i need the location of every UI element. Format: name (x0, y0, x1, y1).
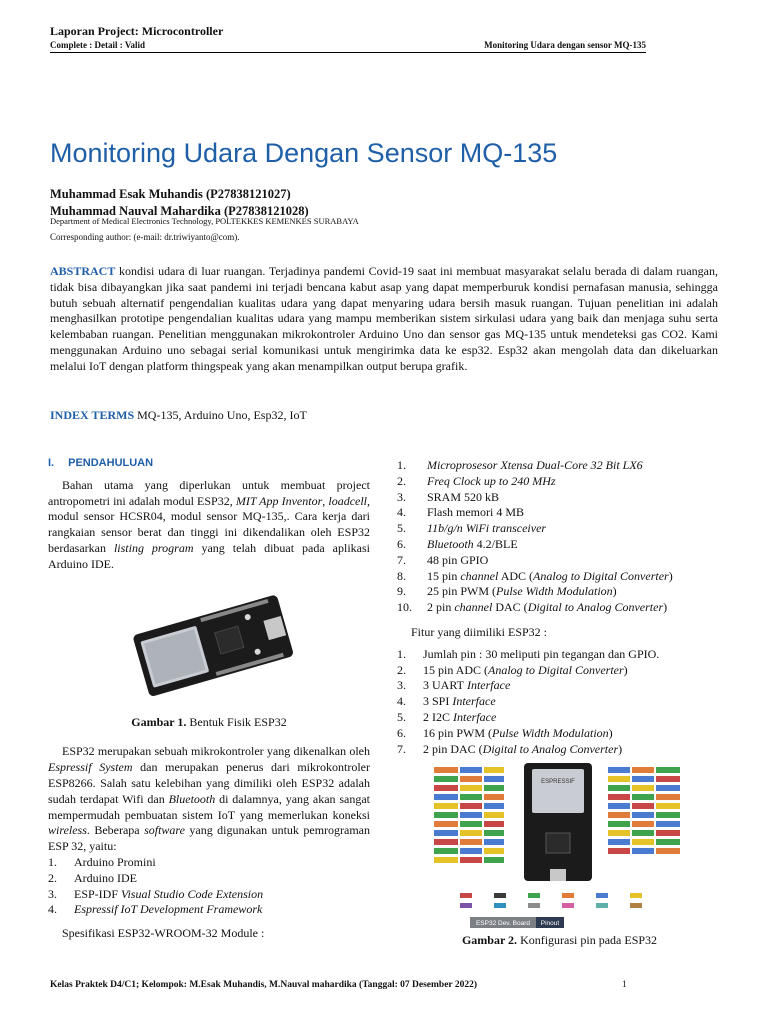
text-run: Espressif System (48, 760, 133, 775)
features-list (397, 647, 722, 758)
spec-list (397, 458, 722, 616)
pin-tag (484, 857, 504, 863)
pin-tag (608, 848, 630, 854)
list-text: Pulse Width Modulation (492, 725, 609, 740)
figure-2-caption (397, 933, 722, 949)
esp32-paragraph (48, 744, 370, 855)
pin-tag (460, 812, 482, 818)
section-number: I. (48, 457, 55, 469)
paper-title: Monitoring Udara Dengan Sensor MQ-135 (50, 138, 558, 168)
text-run: ESP32 merupakan sebuah mikrokontroler yang dikenalkan oleh (62, 744, 370, 759)
list-number: 10. (397, 600, 412, 615)
pin-tag (484, 848, 504, 854)
figure-1-label: Gambar 1. (131, 714, 187, 729)
pin-tag (484, 794, 504, 800)
legend-swatch (494, 903, 506, 908)
pin-tag (434, 794, 458, 800)
legend-swatch (596, 903, 608, 908)
list-number: 5. (397, 709, 406, 724)
esp32-board-image (119, 585, 299, 713)
list-item (397, 647, 722, 663)
list-number: 3. (48, 886, 57, 901)
pin-tag (434, 848, 458, 854)
list-text: ) (623, 662, 628, 677)
list-number: 7. (397, 741, 406, 756)
list-number: 6. (397, 725, 406, 740)
text-run: loadcell, (328, 493, 371, 508)
text-run: software (144, 823, 185, 838)
list-text: Pulse Width Modulation (496, 584, 613, 599)
list-text: 2 pin DAC ( (423, 741, 483, 756)
list-text: Digital to Analog Converter (527, 600, 664, 615)
list-item (397, 584, 722, 600)
pin-tag (632, 839, 654, 845)
page-number: 1 (622, 980, 627, 990)
list-item (397, 490, 722, 506)
list-number: 1. (48, 854, 57, 869)
list-number: 2. (397, 662, 406, 677)
pin-tag (484, 830, 504, 836)
section-heading (48, 456, 370, 472)
text-run: modul sensor HCSR04, modul sensor MQ-135,. Cara kerja dari rangkaian sensor berat dan tinggi ini dikendalikan oleh ESP32 berdasarkan (48, 509, 370, 555)
pin-tag (484, 785, 504, 791)
list-text: channel (454, 600, 493, 615)
list-number: 3. (397, 678, 406, 693)
pin-tag (632, 767, 654, 773)
list-item (397, 569, 722, 585)
pin-tag (434, 776, 458, 782)
pin-tag (656, 812, 680, 818)
pin-tag (608, 767, 630, 773)
pin-tag (460, 839, 482, 845)
list-text: 15 pin (427, 568, 458, 583)
list-number: 2. (48, 870, 57, 885)
text-run: yang digunakan untuk pemrograman ESP 32, yaitu: (48, 823, 371, 854)
text-run: wireless (48, 823, 87, 838)
pinout-chip (546, 833, 570, 853)
list-number: 4. (48, 902, 57, 917)
spec-intro: Spesifikasi ESP32-WROOM-32 Module : (62, 926, 265, 941)
left-column (48, 456, 370, 948)
pin-tag (632, 821, 654, 827)
pin-tag (460, 776, 482, 782)
list-number: 1. (397, 458, 406, 472)
abstract-label: ABSTRACT (50, 264, 116, 278)
pin-tag (434, 857, 458, 863)
pin-tag (656, 776, 680, 782)
pin-tag (656, 839, 680, 845)
text-run: Bluetooth (168, 791, 216, 806)
list-text: 25 pin PWM ( (427, 584, 496, 599)
legend-swatch (630, 903, 642, 908)
affiliation: Department of Medical Electronics Technology, POLTEKKES KEMENKES SURABAYA (50, 216, 359, 226)
intro-paragraph (48, 478, 370, 573)
pin-tag (608, 830, 630, 836)
legend-swatch (596, 893, 608, 898)
pin-tag (656, 821, 680, 827)
board-tag: Pinout (540, 920, 559, 928)
features-intro: Fitur yang diimiliki ESP32 : (411, 624, 548, 639)
list-item (397, 521, 722, 537)
page-footer: Kelas Praktek D4/C1; Kelompok: M.Esak Muhandis, M.Nauval mahardika (Tanggal: 07 Desember 2022) (50, 980, 477, 990)
text-run: dan merupakan penerus dari mikrokontroler ESP8266. Salah satu kelebihan yang dimiliki oleh ESP32 adalah sudah terdapat Wifi dan (48, 760, 370, 806)
figure-1-text: Bentuk Fisik ESP32 (189, 714, 287, 729)
pin-tag (632, 785, 654, 791)
section-title: PENDAHULUAN (68, 457, 154, 469)
list-text: 3 UART (423, 678, 464, 693)
list-text: 2 pin (427, 600, 452, 615)
status-line: Complete : Detail : Valid (50, 40, 145, 50)
list-text: channel (460, 568, 499, 583)
pin-tag (632, 776, 654, 782)
pin-tag (460, 767, 482, 773)
list-item (397, 726, 722, 742)
abstract (50, 264, 718, 375)
pin-tag (434, 830, 458, 836)
pin-tag (460, 794, 482, 800)
list-text: Interface (453, 709, 497, 724)
list-text: ESP-IDF (74, 886, 119, 901)
abstract-text: kondisi udara di luar ruangan. Terjadinya pandemi Covid-19 saat ini membuat masyarakat selalu berada di dalam ruangan, tidak bisa dibayangkan jika saat pandemi ini terjadi bencana kabut asap yang dapat memperburuk kondisi pernafasan manusia, sehingga butuh sebuah alternatif pengendalian kualitas udara yang dapat menyaring udara bersih masuk ruangan. Tujuan penelitian ini adalah menghasilkan prototipe pengendalian kualitas udara yang mampu memberikan sistem sirkulasi udara yang baik dan menjaga suhu serta kelembaban ruangan. Penelitian menggunakan mikrokontroler Arduino Uno dan sensor gas MQ-135 untuk mendeteksi gas CO2. Kami menggunakan Arduino uno sebagai serial komunikasi untuk mengirimka data ke esp32. Esp32 akan mengolah data dan dikeluarkan melalui IoT dengan platform thingspeak yang akan menampilkan output berupa grafik. (50, 264, 718, 373)
pin-tag (460, 830, 482, 836)
pin-tag (484, 839, 504, 845)
legend-swatch (630, 893, 642, 898)
pin-tag (632, 803, 654, 809)
list-text: ) (668, 568, 673, 583)
list-number: 1. (397, 646, 406, 661)
list-item (48, 855, 370, 871)
list-item (48, 887, 370, 903)
list-text: Analog to Digital Converter (488, 662, 624, 677)
pin-tag (656, 785, 680, 791)
pin-tag (608, 812, 630, 818)
text-run: listing program (113, 540, 194, 555)
index-terms-label: INDEX TERMS (50, 408, 135, 422)
list-text: Analog to Digital Converter (533, 568, 669, 583)
text-run: Bahan utama yang diperlukan untuk membuat project antropometri ini adalah modul ESP32, (48, 477, 370, 508)
list-item (397, 474, 722, 490)
pin-tag (656, 767, 680, 773)
list-text: Flash memori 4 MB (427, 505, 525, 520)
list-item (397, 600, 722, 616)
list-text: Bluetooth (427, 536, 474, 551)
list-item (397, 678, 722, 694)
list-text: Arduino Promini (74, 854, 156, 869)
list-item (397, 742, 722, 758)
pinout-module (532, 769, 584, 813)
list-text: ADC ( (500, 568, 534, 583)
list-text: Microprosesor Xtensa Dual-Core 32 Bit LX6 (427, 458, 643, 472)
list-number: 3. (397, 489, 406, 504)
right-column (397, 458, 722, 963)
list-text: Digital to Analog Converter (482, 741, 619, 756)
list-item (397, 710, 722, 726)
pin-tag (460, 785, 482, 791)
pin-tag (632, 812, 654, 818)
pin-tag (484, 812, 504, 818)
pin-tag (484, 803, 504, 809)
list-item (397, 458, 722, 474)
pin-tag (434, 812, 458, 818)
pin-tag (460, 821, 482, 827)
figure-2-text: Konfigurasi pin pada ESP32 (520, 933, 658, 948)
list-text: 2 I2C (423, 709, 450, 724)
journal-name: Laporan Project: Microcontroller (50, 24, 224, 38)
list-text: 15 pin ADC ( (423, 662, 489, 677)
list-number: 6. (397, 536, 406, 551)
list-text: Arduino IDE (74, 870, 137, 885)
pin-tag (460, 848, 482, 854)
pin-tag (632, 848, 654, 854)
index-terms (50, 408, 307, 423)
pin-tag (656, 848, 680, 854)
pin-tag (484, 776, 504, 782)
list-text: DAC ( (495, 600, 528, 615)
list-item (397, 505, 722, 521)
running-title: Monitoring Udara dengan sensor MQ-135 (484, 40, 646, 50)
list-number: 8. (397, 568, 406, 583)
text-run: di dalamnya, yang akan sangat mempermudah pembuatan sistem IoT yang memerlukan koneksi (48, 791, 370, 822)
pin-tag (632, 794, 654, 800)
list-text: ) (618, 741, 623, 756)
pin-tag (460, 803, 482, 809)
list-text: Interface (466, 678, 511, 693)
pin-tag (460, 857, 482, 863)
chip-brand: ESPRESSIF (540, 779, 575, 786)
pin-tag (434, 839, 458, 845)
list-text: 11b/g/n WiFi transceiver (427, 521, 547, 536)
list-text: SRAM 520 kB (427, 489, 500, 504)
pin-tag (656, 794, 680, 800)
pinout-usb (550, 869, 566, 881)
pin-tag (434, 803, 458, 809)
legend-swatch (562, 893, 574, 898)
pin-tag (608, 794, 630, 800)
list-item (48, 871, 370, 887)
list-item (397, 537, 722, 553)
pin-tag (608, 785, 630, 791)
list-text: 16 pin PWM ( (423, 725, 492, 740)
legend-swatch (528, 903, 540, 908)
pin-tag (434, 767, 458, 773)
board-label: ESP32 Dev. Board (475, 920, 530, 928)
left-pin-labels (434, 767, 504, 863)
pin-tag (632, 830, 654, 836)
list-text: ) (663, 600, 668, 615)
figure-2-label: Gambar 2. (461, 933, 518, 948)
index-terms-text: MQ-135, Arduino Uno, Esp32, IoT (137, 408, 307, 422)
pin-tag (484, 821, 504, 827)
pin-tag (608, 803, 630, 809)
list-number: 9. (397, 584, 406, 599)
list-number: 4. (397, 694, 406, 709)
list-text: 4.2/BLE (476, 536, 518, 551)
legend-swatch (494, 893, 506, 898)
text-run: MIT App Inventor (235, 493, 323, 508)
text-run: , (322, 493, 326, 508)
list-text: Freq Clock up to 240 MHz (427, 473, 556, 488)
list-item (397, 663, 722, 679)
text-run: yang telah dibuat pada aplikasi Arduino IDE. (48, 540, 371, 571)
legend-swatch (528, 893, 540, 898)
list-item (48, 902, 370, 918)
pin-tag (608, 821, 630, 827)
list-number: 5. (397, 521, 406, 536)
pin-tag (656, 803, 680, 809)
author-1: Muhammad Esak Muhandis (P27838121027) (50, 187, 291, 201)
list-text: 3 SPI (423, 694, 450, 709)
list-text: Jumlah pin : 30 meliputi pin tegangan dan GPIO. (423, 646, 660, 661)
pin-tag (608, 839, 630, 845)
pin-tag (608, 776, 630, 782)
list-number: 2. (397, 473, 406, 488)
pin-tag (484, 767, 504, 773)
pin-tag (656, 830, 680, 836)
list-text: ) (608, 725, 613, 740)
list-number: 7. (397, 552, 406, 567)
corresponding-author: Corresponding author: (e-mail: dr.triwiyanto@com). (50, 232, 240, 242)
list-text: Espressif IoT Development Framework (74, 902, 263, 917)
list-text: Interface (452, 694, 496, 709)
header-rule (50, 52, 646, 53)
text-run: . Beberapa (86, 823, 140, 838)
list-item (397, 553, 722, 569)
pin-tag (434, 785, 458, 791)
software-list (48, 855, 370, 918)
list-number: 4. (397, 505, 406, 520)
list-text: ) (612, 584, 617, 599)
author-2: Muhammad Nauval Mahardika (P27838121028) (50, 204, 309, 218)
legend-swatch (562, 903, 574, 908)
list-text: 48 pin GPIO (427, 552, 489, 567)
list-item (397, 694, 722, 710)
pin-tag (434, 821, 458, 827)
legend-swatch (460, 893, 472, 898)
figure-1-caption (48, 715, 370, 731)
list-text: Visual Studio Code Extension (121, 886, 264, 901)
esp32-pinout-image (420, 761, 700, 931)
legend-swatch (460, 903, 472, 908)
